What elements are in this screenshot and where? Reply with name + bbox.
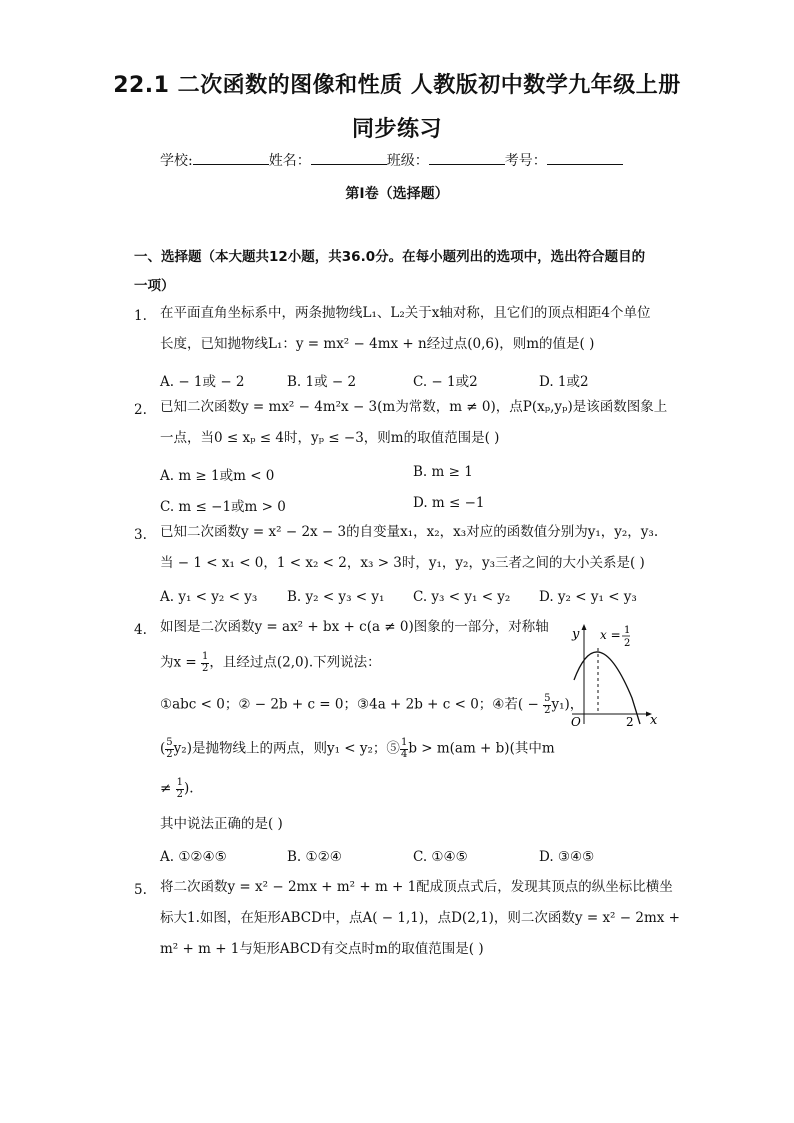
- class-label: 班级：: [386, 153, 429, 169]
- class-field[interactable]: [429, 151, 505, 165]
- question-text: m² + m + 1与矩形ABCD有交点时m的取值范围是( ): [160, 941, 484, 957]
- question-text: 已知二次函数y = mx² − 4m²x − 3(m为常数，m ≠ 0)，点P(xₚ,yₚ)是该函数图象上: [160, 399, 668, 415]
- student-info-row: [160, 150, 623, 170]
- symmetry-axis-label: x =: [600, 628, 621, 642]
- section-heading-line2: 一项）: [134, 278, 175, 294]
- question-text-line3: ①abc < 0；② − 2b + c = 0；③4a + 2b + c < 0；④若( − $\frac{5}{2}$ y₁)，: [160, 693, 584, 716]
- name-field[interactable]: [311, 151, 387, 165]
- question-text: 一点，当0 ≤ xₚ ≤ 4时，yₚ ≤ −3，则m的取值范围是( ): [160, 430, 500, 446]
- school-field[interactable]: [193, 151, 269, 165]
- option-b[interactable]: B. y₂ < y₃ < y₁: [287, 589, 385, 605]
- option-d[interactable]: D. y₂ < y₁ < y₃: [539, 589, 637, 605]
- option-a[interactable]: A. m ≥ 1或m < 0: [160, 468, 275, 484]
- question-text: 标大1.如图，在矩形ABCD中，点A( − 1,1)，点D(2,1)，则二次函数y = x² − 2mx +: [160, 910, 680, 926]
- origin-label: O: [571, 715, 581, 729]
- volume-title: 第I卷（选择题）: [345, 186, 449, 202]
- fraction-half: $\frac{1}{2}$: [176, 777, 183, 800]
- question-text: 长度，已知抛物线L₁：y = mx² − 4mx + n经过点(0,6)，则m的值是( ): [160, 336, 595, 352]
- question-text: 在平面直角坐标系中，两条抛物线L₁、L₂关于x轴对称，且它们的顶点相距4个单位: [160, 305, 651, 321]
- document-title-line2: 同步练习: [351, 117, 442, 142]
- question-text-line4: ( $\frac{5}{2}$ y₂)是抛物线上的两点，则y₁ < y₂；⑤ $\frac{1}{4}$ b > m(am + b)(其中m: [160, 737, 555, 760]
- question-text-line5: ≠ $\frac{1}{2}$ ).: [160, 777, 194, 800]
- parabola-figure: [562, 618, 666, 730]
- question-number: 2.: [134, 402, 147, 418]
- y-label: y: [572, 627, 580, 642]
- option-c[interactable]: C. − 1或2: [413, 374, 478, 390]
- symmetry-axis-label-denominator: 2: [624, 638, 631, 649]
- option-b[interactable]: B. m ≥ 1: [413, 464, 473, 480]
- question-text: 已知二次函数y = x² − 2x − 3的自变量x₁，x₂，x₃对应的函数值分别为y₁，y₂，y₃.: [160, 524, 659, 540]
- question-number: 4.: [134, 622, 147, 638]
- question-number: 5.: [134, 882, 147, 898]
- option-b[interactable]: B. ①②④: [287, 849, 342, 865]
- option-a[interactable]: A. − 1或 − 2: [160, 374, 245, 390]
- question-text-line2: 为x = $\frac{1}{2}$ ，且经过点(2,0).下列说法：: [160, 651, 381, 674]
- symmetry-axis-label-numerator: 1: [624, 625, 631, 636]
- question-number: 3.: [134, 527, 147, 543]
- option-b[interactable]: B. 1或 − 2: [287, 374, 357, 390]
- option-d[interactable]: D. m ≤ −1: [413, 495, 485, 511]
- option-c[interactable]: C. m ≤ −1或m > 0: [160, 499, 286, 515]
- question-text: 当 − 1 < x₁ < 0，1 < x₂ < 2，x₃ > 3时，y₁，y₂，y₃三者之间的大小关系是( ): [160, 555, 645, 571]
- question-number: 1.: [134, 308, 147, 324]
- id-label: 考号：: [504, 153, 547, 169]
- question-text: 如图是二次函数y = ax² + bx + c(a ≠ 0)图象的一部分，对称轴: [160, 619, 549, 635]
- x-label: x: [650, 713, 658, 728]
- question-text: 将二次函数y = x² − 2mx + m² + m + 1配成顶点式后，发现其顶点的纵坐标比横坐: [160, 879, 673, 895]
- fraction-quarter: $\frac{1}{4}$: [400, 737, 408, 760]
- option-d[interactable]: D. 1或2: [539, 374, 589, 390]
- school-label: 学校:: [160, 153, 193, 169]
- y-axis-arrow-icon: [582, 624, 587, 630]
- question-prompt: 其中说法正确的是( ): [160, 816, 283, 832]
- option-c[interactable]: C. ①④⑤: [413, 849, 468, 865]
- root-label: 2: [626, 715, 634, 729]
- option-a[interactable]: A. y₁ < y₂ < y₃: [160, 589, 258, 605]
- option-c[interactable]: C. y₃ < y₁ < y₂: [413, 589, 511, 605]
- fraction-five-halves: $\frac{5}{2}$: [166, 737, 173, 760]
- option-d[interactable]: D. ③④⑤: [539, 849, 595, 865]
- name-label: 姓名：: [268, 153, 311, 169]
- section-heading: 一、选择题（本大题共12小题，共36.0分。在每小题列出的选项中，选出符合题目的: [134, 249, 646, 265]
- id-field[interactable]: [547, 151, 623, 165]
- option-a[interactable]: A. ①②④⑤: [160, 849, 227, 865]
- fraction-five-halves: $\frac{5}{2}$: [544, 693, 551, 716]
- document-title: 22.1 二次函数的图像和性质 人教版初中数学九年级上册: [113, 73, 681, 98]
- fraction-half: $\frac{1}{2}$: [202, 651, 209, 674]
